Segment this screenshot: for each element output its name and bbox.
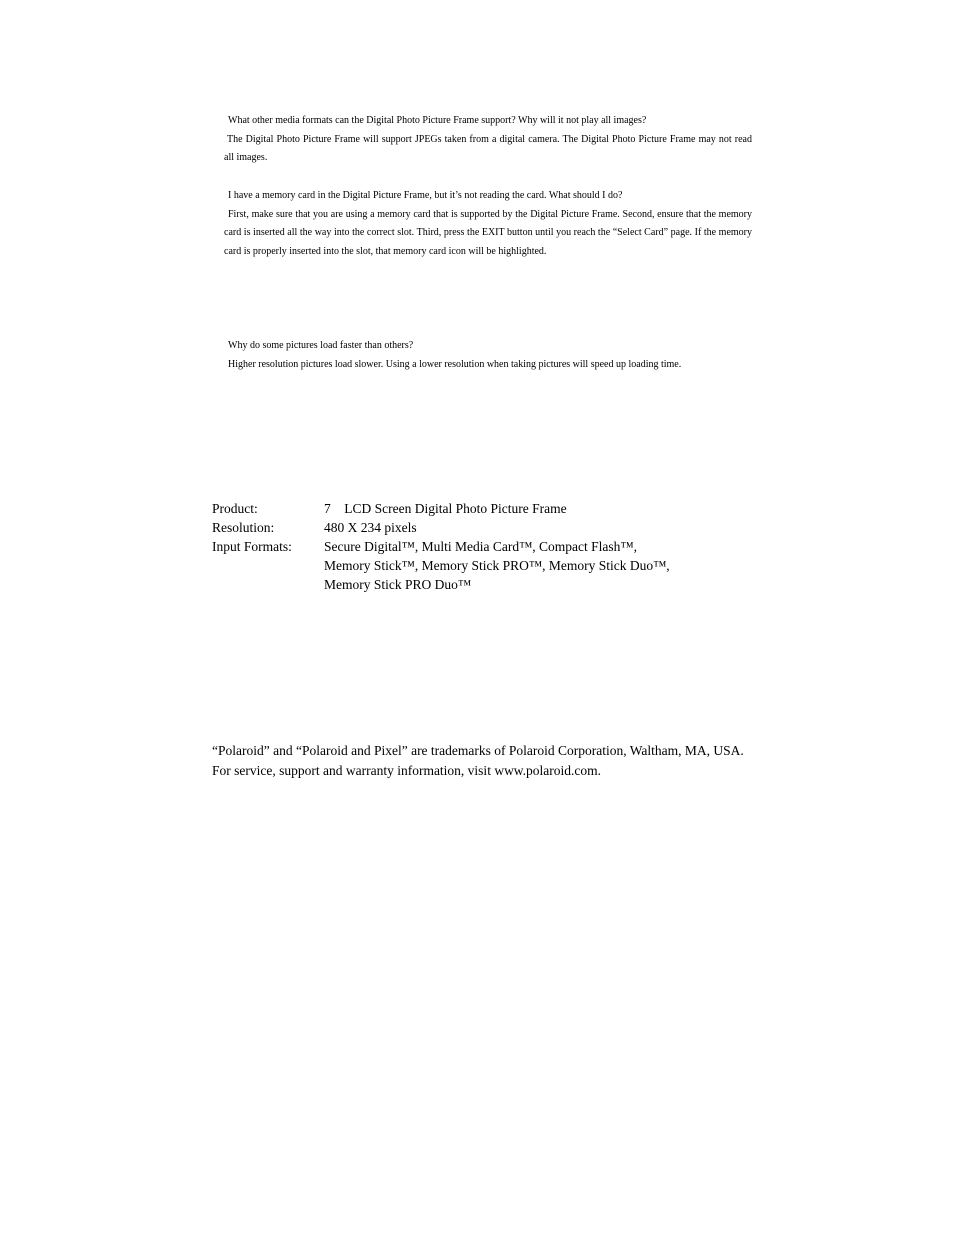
service-info: For service, support and warranty information, visit www.polaroid.com.: [212, 763, 602, 778]
spec-row-input-formats: [212, 537, 744, 594]
faq-item-1: [224, 112, 752, 168]
spec-label-input-formats: Input Formats:: [212, 539, 292, 554]
spec-value-product: 7 LCD Screen Digital Photo Picture Frame: [324, 501, 567, 516]
faq-answer-2: First, make sure that you are using a memory card that is supported by the Digital Picture Frame. Second, ensure that the memory card is inserted all the way into the correct slot. Third, press the EXIT button until you reach the “Select Card” page. If the memory card is properly inserted into the slot, that memory card icon will be highlighted.: [224, 208, 752, 257]
input-formats-line-3: Memory Stick PRO Duo™: [324, 577, 472, 592]
specifications: [212, 499, 744, 594]
footer-notice: [212, 741, 752, 781]
spec-row-resolution: [212, 518, 744, 537]
faq-question-2: I have a memory card in the Digital Picture Frame, but it’s not reading the card. What should I do?: [228, 190, 623, 201]
faq-item-2: [224, 187, 752, 261]
faq-answer-3: Higher resolution pictures load slower. Using a lower resolution when taking pictures will speed up loading time.: [228, 358, 682, 370]
trademark-notice: “Polaroid” and “Polaroid and Pixel” are trademarks of Polaroid Corporation, Waltham, MA, USA.: [212, 743, 744, 758]
spec-value-input-formats: [324, 537, 744, 594]
spec-label-product: Product:: [212, 501, 258, 516]
faq-question-3: Why do some pictures load faster than others?: [228, 340, 414, 351]
spec-row-product: [212, 499, 744, 518]
faq-answer-1: The Digital Photo Picture Frame will support JPEGs taken from a digital camera. The Digital Photo Picture Frame may not read all images.: [224, 133, 752, 163]
input-formats-line-1: Secure Digital™, Multi Media Card™, Compact Flash™,: [324, 539, 638, 554]
faq-question-1: What other media formats can the Digital Photo Picture Frame support? Why will it not play all images?: [228, 115, 647, 126]
input-formats-line-2: Memory Stick™, Memory Stick PRO™, Memory Stick Duo™,: [324, 558, 670, 573]
spec-value-resolution: 480 X 234 pixels: [324, 520, 417, 535]
faq-item-3: [228, 337, 752, 374]
spec-label-resolution: Resolution:: [212, 520, 275, 535]
